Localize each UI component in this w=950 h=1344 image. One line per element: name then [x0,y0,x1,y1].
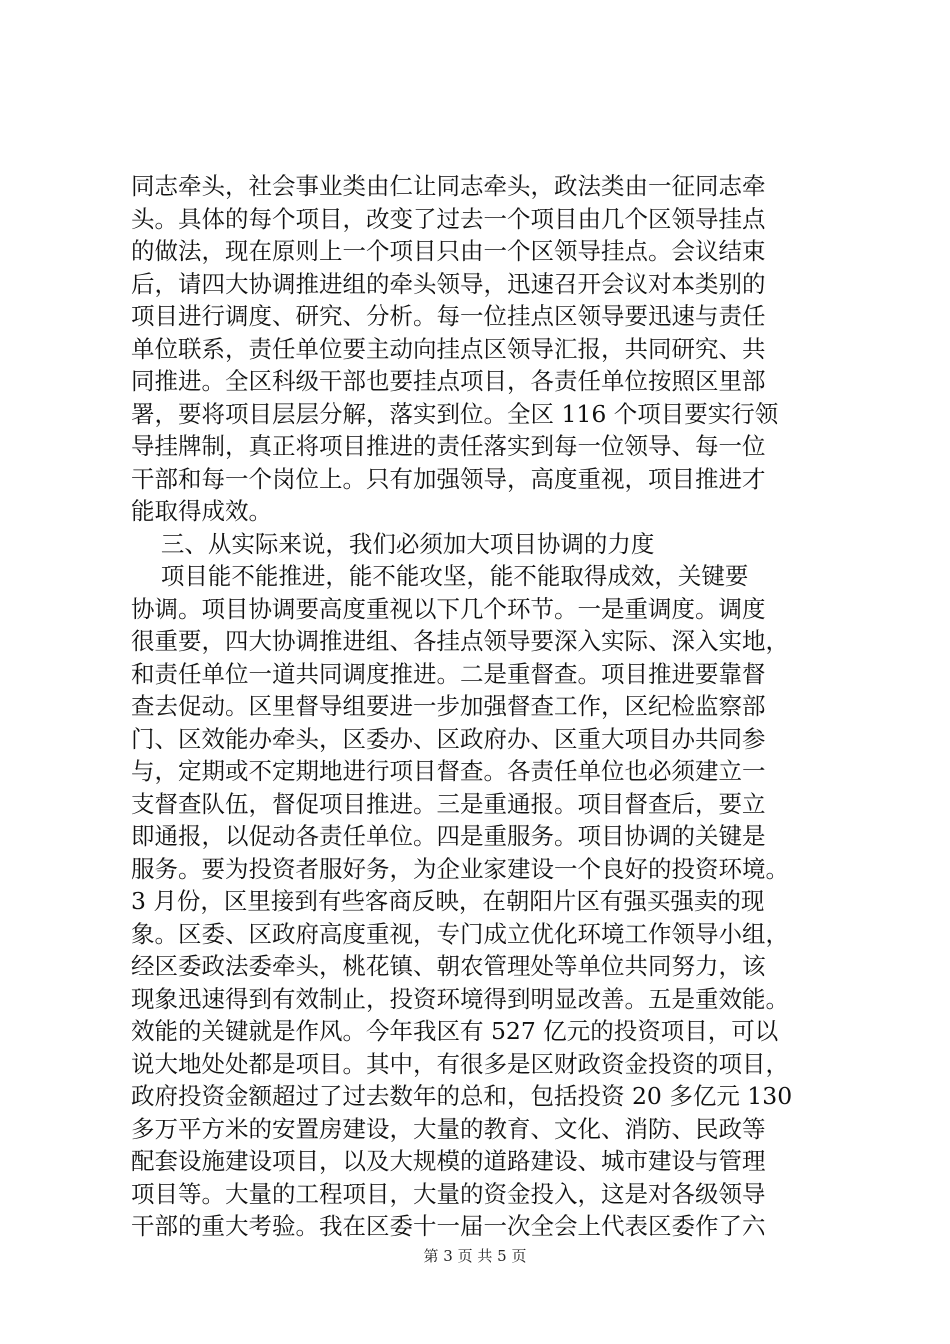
text-line: 署，要将项目层层分解，落实到位。全区 116 个项目要实行领 [131,399,779,428]
text-line: 同推进。全区科级干部也要挂点项目，各责任单位按照区里部 [131,367,766,395]
text-line: 干部的重大考验。我在区委十一届一次全会上代表区委作了六 [131,1212,766,1240]
section-heading: 三、从实际来说，我们必须加大项目协调的力度 [131,529,655,558]
text-line: 头。具体的每个项目，改变了过去一个项目由几个区领导挂点 [131,204,766,233]
text-line: 查去促动。区里督导组要进一步加强督查工作，区纪检监察部 [131,692,766,720]
text-line: 很重要，四大协调推进组、各挂点领导要深入实际、深入实地， [131,627,789,655]
text-line: 服务。要为投资者服好务，为企业家建设一个良好的投资环境。 [131,854,789,883]
page-footer: 第 3 页 共 5 页 [423,1247,527,1265]
text-line: 项目能不能推进，能不能攻坚，能不能取得成效，关键要 [131,562,749,590]
text-line: 象。区委、区政府高度重视，专门成立优化环境工作领导小组， [131,919,789,948]
text-line: 经区委政法委牵头，桃花镇、朝农管理处等单位共同努力，该 [131,952,766,980]
text-line: 干部和每一个岗位上。只有加强领导，高度重视，项目推进才 [131,464,766,493]
text-line: 门、区效能办牵头，区委办、区政府办、区重大项目办共同参 [131,724,766,753]
text-line: 能取得成效。 [131,497,272,525]
text-line: 政府投资金额超过了过去数年的总和，包括投资 20 多亿元 130 [131,1082,793,1110]
text-line: 3 月份，区里接到有些客商反映，在朝阳片区有强买强卖的现 [131,887,765,915]
text-line: 支督查队伍，督促项目推进。三是重通报。项目督查后，要立 [131,789,766,818]
text-line: 即通报，以促动各责任单位。四是重服务。项目协调的关键是 [131,822,766,850]
document-body [131,170,831,1243]
text-line: 导挂牌制，真正将项目推进的责任落实到每一位领导、每一位 [131,432,766,460]
text-line: 项目等。大量的工程项目，大量的资金投入，这是对各级领导 [131,1179,766,1208]
text-line: 后，请四大协调推进组的牵头领导，迅速召开会议对本类别的 [131,269,766,298]
text-line: 协调。项目协调要高度重视以下几个环节。一是重调度。调度 [131,594,766,623]
text-line: 的做法，现在原则上一个项目只由一个区领导挂点。会议结束 [131,237,766,265]
text-line: 多万平方米的安置房建设，大量的教育、文化、消防、民政等 [131,1114,766,1143]
text-line: 同志牵头，社会事业类由仁让同志牵头，政法类由一征同志牵 [131,172,766,200]
text-line: 与，定期或不定期地进行项目督查。各责任单位也必须建立一 [131,757,766,785]
text-line: 和责任单位一道共同调度推进。二是重督查。项目推进要靠督 [131,659,766,688]
text-line: 说大地处处都是项目。其中，有很多是区财政资金投资的项目， [131,1049,789,1078]
text-line: 项目进行调度、研究、分析。每一位挂点区领导要迅速与责任 [131,302,766,330]
text-line: 单位联系，责任单位要主动向挂点区领导汇报，共同研究、共 [131,334,766,363]
text-line: 现象迅速得到有效制止，投资环境得到明显改善。五是重效能。 [131,984,789,1013]
text-line: 效能的关键就是作风。今年我区有 527 亿元的投资项目，可以 [131,1017,779,1045]
text-line: 配套设施建设项目，以及大规模的道路建设、城市建设与管理 [131,1147,766,1175]
